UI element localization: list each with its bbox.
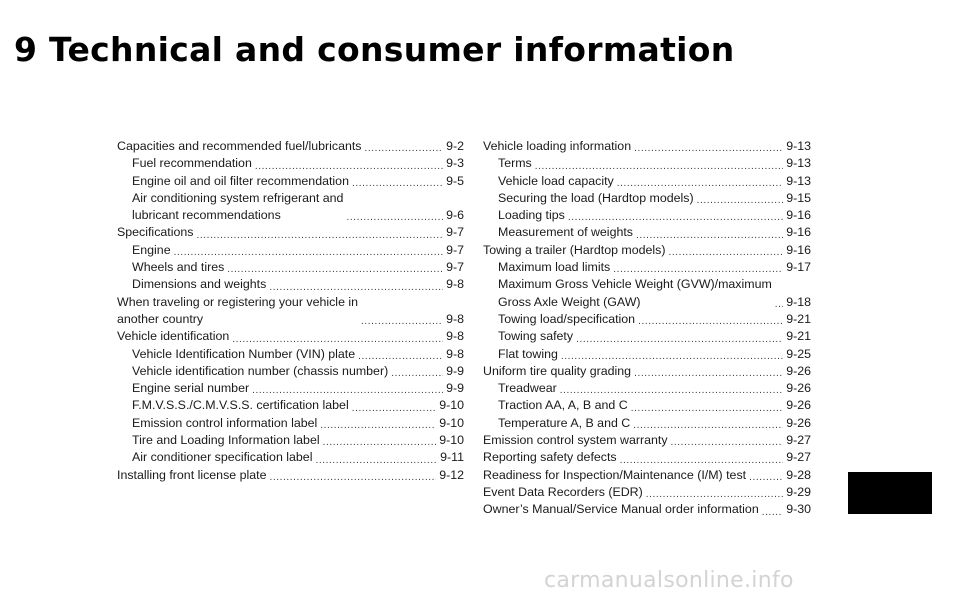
- toc-entry-label-line: Emission control information label: [132, 415, 318, 430]
- toc-entry-label-line: Engine serial number: [132, 381, 250, 396]
- toc-leader-dots: [617, 173, 783, 190]
- toc-entry-label: [498, 380, 557, 397]
- toc-entry[interactable]: [117, 242, 464, 259]
- toc-entry-label-line: Vehicle load capacity: [498, 173, 614, 188]
- toc-leader-dots: [391, 363, 443, 380]
- toc-entry-label-line: Towing a trailer (Hardtop models): [483, 242, 666, 257]
- toc-entry-label: [498, 311, 635, 328]
- toc-page-number: 9-13: [786, 173, 811, 188]
- toc-leader-dots: [352, 173, 443, 190]
- toc-leader-dots: [633, 415, 783, 432]
- toc-entry-label-line: Flat towing: [498, 346, 558, 361]
- toc-entry-label-line: Vehicle identification number (chassis number): [132, 363, 389, 378]
- toc-entry-label: [498, 155, 532, 172]
- toc-entry-label: [483, 242, 666, 259]
- toc-entry[interactable]: [117, 467, 464, 484]
- toc-entry-label: [132, 276, 266, 293]
- toc-page-number: 9-10: [439, 415, 464, 430]
- toc-entry[interactable]: [117, 363, 464, 380]
- toc-entry[interactable]: [483, 311, 811, 328]
- toc-leader-dots: [636, 224, 783, 241]
- toc-leader-dots: [762, 501, 783, 518]
- toc-entry-label: [132, 155, 252, 172]
- toc-page-number: 9-13: [786, 156, 811, 171]
- toc-page-number: 9-7: [446, 260, 464, 275]
- toc-entry-label-line: Readiness for Inspection/Maintenance (I/M) test: [483, 467, 747, 482]
- toc-entry-label-line: Specifications: [117, 225, 194, 240]
- toc-entry-label-line: Securing the load (Hardtop models): [498, 190, 694, 205]
- toc-entry-label: [132, 397, 349, 414]
- toc-entry-label: [117, 224, 193, 241]
- toc-entry-label-line: Loading tips: [498, 208, 565, 223]
- toc-page-number: 9-8: [446, 311, 464, 326]
- toc-entry-label: [498, 328, 573, 345]
- toc-entry-label-line: Engine: [132, 242, 171, 257]
- toc-page-number: 9-28: [786, 467, 811, 482]
- toc-leader-dots: [255, 155, 443, 172]
- toc-entry-label-line: Tire and Loading Information label: [132, 433, 320, 448]
- toc-page-number: 9-15: [786, 190, 811, 205]
- toc-leader-dots: [196, 224, 443, 241]
- toc-page-number: 9-13: [786, 139, 811, 153]
- toc-leader-dots: [269, 276, 443, 293]
- toc-entry[interactable]: [483, 328, 811, 345]
- toc-entry-label: [132, 363, 388, 380]
- toc-entry[interactable]: [117, 294, 464, 329]
- toc-entry-label: [483, 138, 631, 155]
- toc-entry-label: [483, 363, 631, 380]
- toc-entry-label-line: Measurement of weights: [498, 225, 633, 240]
- toc-entry-label-line: Vehicle Identification Number (VIN) plate: [132, 346, 356, 361]
- toc-entry-label: [132, 346, 355, 363]
- toc-entry-label-line: Air conditioning system refrigerant and: [132, 190, 344, 205]
- toc-leader-dots: [535, 155, 783, 172]
- toc-leader-dots: [697, 190, 784, 207]
- toc-entry-label: [498, 259, 610, 276]
- toc-leader-dots: [646, 484, 783, 501]
- toc-leader-dots: [634, 363, 783, 380]
- toc-entry-label: [498, 224, 633, 241]
- toc-entry-label-line: Reporting safety defects: [483, 450, 617, 465]
- toc-entry[interactable]: [117, 276, 464, 293]
- toc-leader-dots: [365, 138, 444, 155]
- toc-entry-label-line: Gross Axle Weight (GAW): [498, 294, 641, 309]
- toc-entry-label-line: Temperature A, B and C: [498, 415, 631, 430]
- toc-entry[interactable]: [117, 328, 464, 345]
- toc-entry-label-line: another country: [117, 311, 204, 326]
- toc-entry-label-line: Maximum load limits: [498, 260, 611, 275]
- toc-page-number: 9-27: [786, 433, 811, 448]
- toc-entry-label-line: Installing front license plate: [117, 467, 267, 482]
- toc-leader-dots: [638, 311, 783, 328]
- toc-page-number: 9-27: [786, 450, 811, 465]
- toc-leader-dots: [669, 242, 784, 259]
- toc-entry[interactable]: [117, 449, 464, 466]
- toc-page-number: 9-25: [786, 346, 811, 361]
- toc-page-number: 9-5: [446, 173, 464, 188]
- toc-page-number: 9-7: [446, 225, 464, 240]
- toc-page-number: 9-16: [786, 242, 811, 257]
- toc-page-number: 9-8: [446, 277, 464, 292]
- toc-entry-label: [483, 449, 617, 466]
- toc-entry-label-line: Air conditioner specification label: [132, 450, 313, 465]
- toc-entry-label-line: Towing load/specification: [498, 311, 636, 326]
- toc-entry[interactable]: [483, 155, 811, 172]
- toc-page-number: 9-8: [446, 346, 464, 361]
- toc-page-number: 9-10: [439, 398, 464, 413]
- toc-entry[interactable]: [117, 432, 464, 449]
- toc-entry-label-line: Traction AA, A, B and C: [498, 398, 628, 413]
- toc-entry[interactable]: [483, 501, 811, 518]
- toc-page-number: 9-26: [786, 398, 811, 413]
- toc-entry-label: [132, 415, 317, 432]
- toc-entry-label-line: Fuel recommendation: [132, 156, 252, 171]
- toc-entry-label: [117, 294, 358, 329]
- toc-leader-dots: [232, 328, 443, 345]
- toc-page-number: 9-30: [786, 502, 811, 517]
- toc-entry[interactable]: [117, 190, 464, 225]
- toc-entry-label-line: When traveling or registering your vehicle in: [117, 294, 359, 309]
- toc-leader-dots: [671, 432, 784, 449]
- toc-entry-label-line: Dimensions and weights: [132, 277, 267, 292]
- toc-page-number: 9-9: [446, 381, 464, 396]
- toc-entry-label: [132, 242, 171, 259]
- toc-entry[interactable]: [483, 242, 811, 259]
- toc-entry[interactable]: [483, 467, 811, 484]
- toc-entry-label: [483, 484, 643, 501]
- toc-entry[interactable]: [483, 380, 811, 397]
- toc-entry-label-line: Emission control system warranty: [483, 433, 668, 448]
- toc-entry-label: [132, 173, 349, 190]
- toc-entry-label: [132, 190, 343, 225]
- toc-entry-label: [498, 415, 630, 432]
- toc-entry[interactable]: [483, 484, 811, 501]
- toc-entry-label-line: lubricant recommendations: [132, 208, 281, 223]
- toc-column-right: [483, 138, 811, 519]
- chapter-title: 9 Technical and consumer information: [14, 30, 735, 69]
- toc-entry[interactable]: [483, 276, 811, 311]
- toc-leader-dots: [346, 207, 443, 224]
- toc-entry-label: [498, 173, 614, 190]
- chapter-thumb-tab: [848, 472, 932, 514]
- toc-entry[interactable]: [483, 449, 811, 466]
- toc-leader-dots: [315, 449, 437, 466]
- toc-entry-label: [483, 432, 668, 449]
- toc-entry-label: [117, 328, 229, 345]
- toc-entry[interactable]: [483, 259, 811, 276]
- toc-leader-dots: [561, 346, 783, 363]
- toc-page-number: 9-7: [446, 242, 464, 257]
- toc-entry-label-line: Capacities and recommended fuel/lubricants: [117, 139, 362, 153]
- toc-entry-label-line: Uniform tire quality grading: [483, 363, 632, 378]
- toc-entry-label-line: Vehicle identification: [117, 329, 230, 344]
- toc-page-number: 9-3: [446, 156, 464, 171]
- toc-leader-dots: [361, 311, 443, 328]
- toc-page-number: 9-6: [446, 208, 464, 223]
- toc-entry[interactable]: [483, 138, 811, 155]
- toc-entry-label-line: Event Data Recorders (EDR): [483, 484, 643, 499]
- toc-entry-label: [132, 449, 312, 466]
- toc-leader-dots: [320, 415, 436, 432]
- toc-entry-label: [498, 346, 558, 363]
- toc-entry-label: [498, 397, 628, 414]
- toc-leader-dots: [174, 242, 443, 259]
- toc-leader-dots: [613, 259, 783, 276]
- toc-entry[interactable]: [483, 207, 811, 224]
- toc-entry[interactable]: [483, 415, 811, 432]
- toc-page-number: 9-18: [786, 294, 811, 309]
- toc-page-number: 9-16: [786, 225, 811, 240]
- toc-entry-label: [132, 432, 320, 449]
- toc-entry[interactable]: [117, 155, 464, 172]
- toc-entry-label-line: Terms: [498, 156, 532, 171]
- toc-entry[interactable]: [483, 363, 811, 380]
- toc-page-number: 9-8: [446, 329, 464, 344]
- toc-page-number: 9-17: [786, 260, 811, 275]
- toc-entry-label: [498, 190, 694, 207]
- toc-column-left: [117, 138, 464, 484]
- toc-entry-label-line: Maximum Gross Vehicle Weight (GVW)/maximum: [498, 277, 772, 292]
- toc-leader-dots: [634, 138, 783, 155]
- toc-entry[interactable]: [117, 224, 464, 241]
- toc-entry-label-line: Wheels and tires: [132, 260, 225, 275]
- toc-entry-label: [117, 138, 362, 155]
- toc-page-number: 9-12: [439, 467, 464, 482]
- toc-entry-label-line: Towing safety: [498, 329, 574, 344]
- toc-page-number: 9-21: [786, 329, 811, 344]
- toc-entry[interactable]: [483, 224, 811, 241]
- toc-entry-label-line: Owner’s Manual/Service Manual order information: [483, 502, 759, 517]
- toc-entry[interactable]: [483, 432, 811, 449]
- toc-entry-label: [498, 207, 565, 224]
- toc-entry-label: [132, 380, 249, 397]
- toc-entry[interactable]: [117, 380, 464, 397]
- toc-entry-label: [498, 276, 772, 311]
- toc-leader-dots: [775, 294, 783, 311]
- toc-leader-dots: [227, 259, 443, 276]
- toc-leader-dots: [358, 346, 443, 363]
- toc-entry[interactable]: [117, 259, 464, 276]
- toc-entry-label: [117, 467, 266, 484]
- toc-page-number: 9-26: [786, 415, 811, 430]
- toc-page-number: 9-26: [786, 381, 811, 396]
- toc-page-number: 9-11: [440, 450, 464, 465]
- toc-leader-dots: [568, 207, 783, 224]
- toc-entry[interactable]: [483, 190, 811, 207]
- toc-leader-dots: [352, 397, 436, 414]
- toc-entry[interactable]: [117, 346, 464, 363]
- toc-page-number: 9-29: [786, 484, 811, 499]
- toc-leader-dots: [620, 449, 784, 466]
- toc-page-number: 9-2: [446, 139, 464, 153]
- toc-entry[interactable]: [117, 173, 464, 190]
- toc-entry[interactable]: [117, 415, 464, 432]
- toc-leader-dots: [749, 467, 783, 484]
- toc-entry[interactable]: [117, 138, 464, 155]
- toc-entry[interactable]: [117, 397, 464, 414]
- toc-leader-dots: [560, 380, 783, 397]
- toc-page-number: 9-16: [786, 208, 811, 223]
- toc-entry-label-line: Vehicle loading information: [483, 139, 632, 153]
- toc-entry-label-line: F.M.V.S.S./C.M.V.S.S. certification label: [132, 398, 349, 413]
- toc-leader-dots: [323, 432, 437, 449]
- toc-entry-label: [483, 467, 746, 484]
- toc-leader-dots: [576, 328, 783, 345]
- toc-entry-label-line: Engine oil and oil filter recommendation: [132, 173, 349, 188]
- toc-leader-dots: [631, 397, 783, 414]
- toc-entry[interactable]: [483, 397, 811, 414]
- toc-entry-label: [483, 501, 759, 518]
- toc-entry[interactable]: [483, 173, 811, 190]
- toc-page-number: 9-21: [786, 311, 811, 326]
- watermark-text: carmanualsonline.info: [544, 568, 794, 593]
- toc-entry-label: [132, 259, 224, 276]
- toc-entry-label-line: Treadwear: [498, 381, 557, 396]
- toc-page-number: 9-10: [439, 433, 464, 448]
- toc-page-number: 9-9: [446, 363, 464, 378]
- toc-page-number: 9-26: [786, 363, 811, 378]
- toc-leader-dots: [252, 380, 443, 397]
- toc-entry[interactable]: [483, 346, 811, 363]
- toc-leader-dots: [269, 467, 436, 484]
